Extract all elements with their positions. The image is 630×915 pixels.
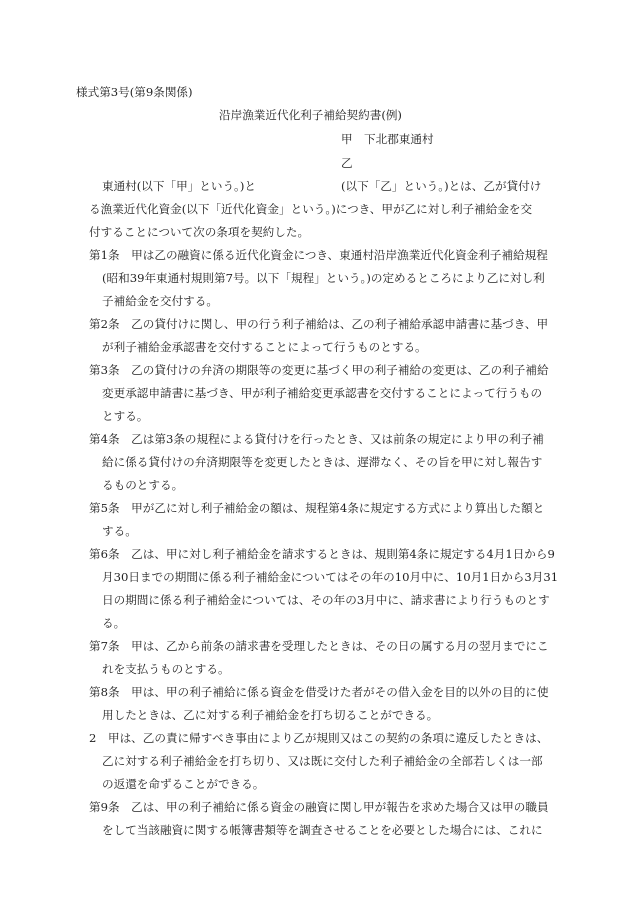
article-9-line: をして当該融資に関する帳簿書類等を調査させることを必要とした場合には、これに — [102, 823, 543, 837]
article-3-line: 第3条 乙の貸付けの弁済の期限等の変更に基づく甲の利子補給の変更は、乙の利子補給 — [89, 363, 549, 377]
article-1-line: (昭和39年東通村規則第7号。以下「規程」という。)の定めるところにより乙に対し利 — [102, 271, 545, 285]
article-6-line: 月30日までの期間に係る利子補給金についてはその年の10月中に、10月1日から3月31 — [102, 570, 559, 584]
article-7-line: れを支払うものとする。 — [102, 662, 230, 676]
preamble-line: 東通村(以下「甲」という。)と — [102, 179, 256, 193]
article-8-paragraph-2-line: 2 甲は、乙の責に帰すべき事由により乙が規則又はこの契約の条項に違反したときは、 — [89, 731, 549, 745]
article-4-line: 給に係る貸付けの弁済期限等を変更したときは、遅滞なく、その旨を甲に対し報告す — [102, 455, 543, 469]
article-6-line: 日の期間に係る利子補給金については、その年の3月中に、請求書により行うものとす — [102, 593, 550, 607]
document-title: 沿岸漁業近代化利子補給契約書(例) — [219, 108, 402, 122]
article-8-line: 第8条 甲は、甲の利子補給に係る資金を借受けた者がその借入金を目的以外の目的に使 — [89, 685, 549, 699]
article-1-line: 子補給金を交付する。 — [102, 294, 218, 308]
article-6-line: る。 — [102, 616, 126, 630]
article-5-line: する。 — [102, 524, 137, 538]
article-4-line: るものとする。 — [102, 478, 184, 492]
article-2-line: 第2条 乙の貸付けに関し、甲の行う利子補給は、乙の利子補給承認申請書に基づき、甲 — [89, 317, 549, 331]
article-2-line: が利子補給金承認書を交付することによって行うものとする。 — [102, 340, 427, 354]
preamble-line: 付することについて次の条項を契約した。 — [89, 225, 310, 239]
article-1-line: 第1条 甲は乙の融資に係る近代化資金につき、東通村沿岸漁業近代化資金利子補給規程 — [89, 248, 548, 262]
article-8-paragraph-2-line: の返還を命ずることができる。 — [102, 777, 265, 791]
article-8-line: 用したときは、乙に対する利子補給金を打ち切ることができる。 — [102, 708, 439, 722]
article-8-paragraph-2-line: 乙に対する利子補給金を打ち切り、又は既に交付した利子補給金の全部若しくは一部 — [102, 754, 543, 768]
party-b-label: 乙 — [341, 156, 353, 170]
article-5-line: 第5条 甲が乙に対し利子補給金の額は、規程第4条に規定する方式により算出した額と — [89, 501, 545, 515]
article-4-line: 第4条 乙は第3条の規程による貸付けを行ったとき、又は前条の規定により甲の利子補 — [89, 432, 544, 446]
article-3-line: とする。 — [102, 409, 149, 423]
form-label: 様式第3号(第9条関係) — [76, 85, 193, 99]
article-3-line: 変更承認申請書に基づき、甲が利子補給変更承認書を交付することによって行うもの — [102, 386, 543, 400]
article-9-line: 第9条 乙は、甲の利子補給に係る資金の融資に関し甲が報告を求めた場合又は甲の職員 — [89, 800, 549, 814]
article-7-line: 第7条 甲は、乙から前条の請求書を受理したときは、その日の属する月の翌月までにこ — [89, 639, 549, 653]
preamble-line: る漁業近代化資金(以下「近代化資金」という。)につき、甲が乙に対し利子補給金を交 — [89, 202, 533, 216]
party-a-label: 甲 — [341, 132, 353, 146]
article-6-line: 第6条 乙は、甲に対し利子補給金を請求するときは、規則第4条に規定する4月1日から9 — [89, 547, 555, 561]
party-a-name: 下北郡東通村 — [364, 132, 434, 146]
preamble-line: (以下「乙」という。)とは、乙が貸付け — [341, 179, 542, 193]
